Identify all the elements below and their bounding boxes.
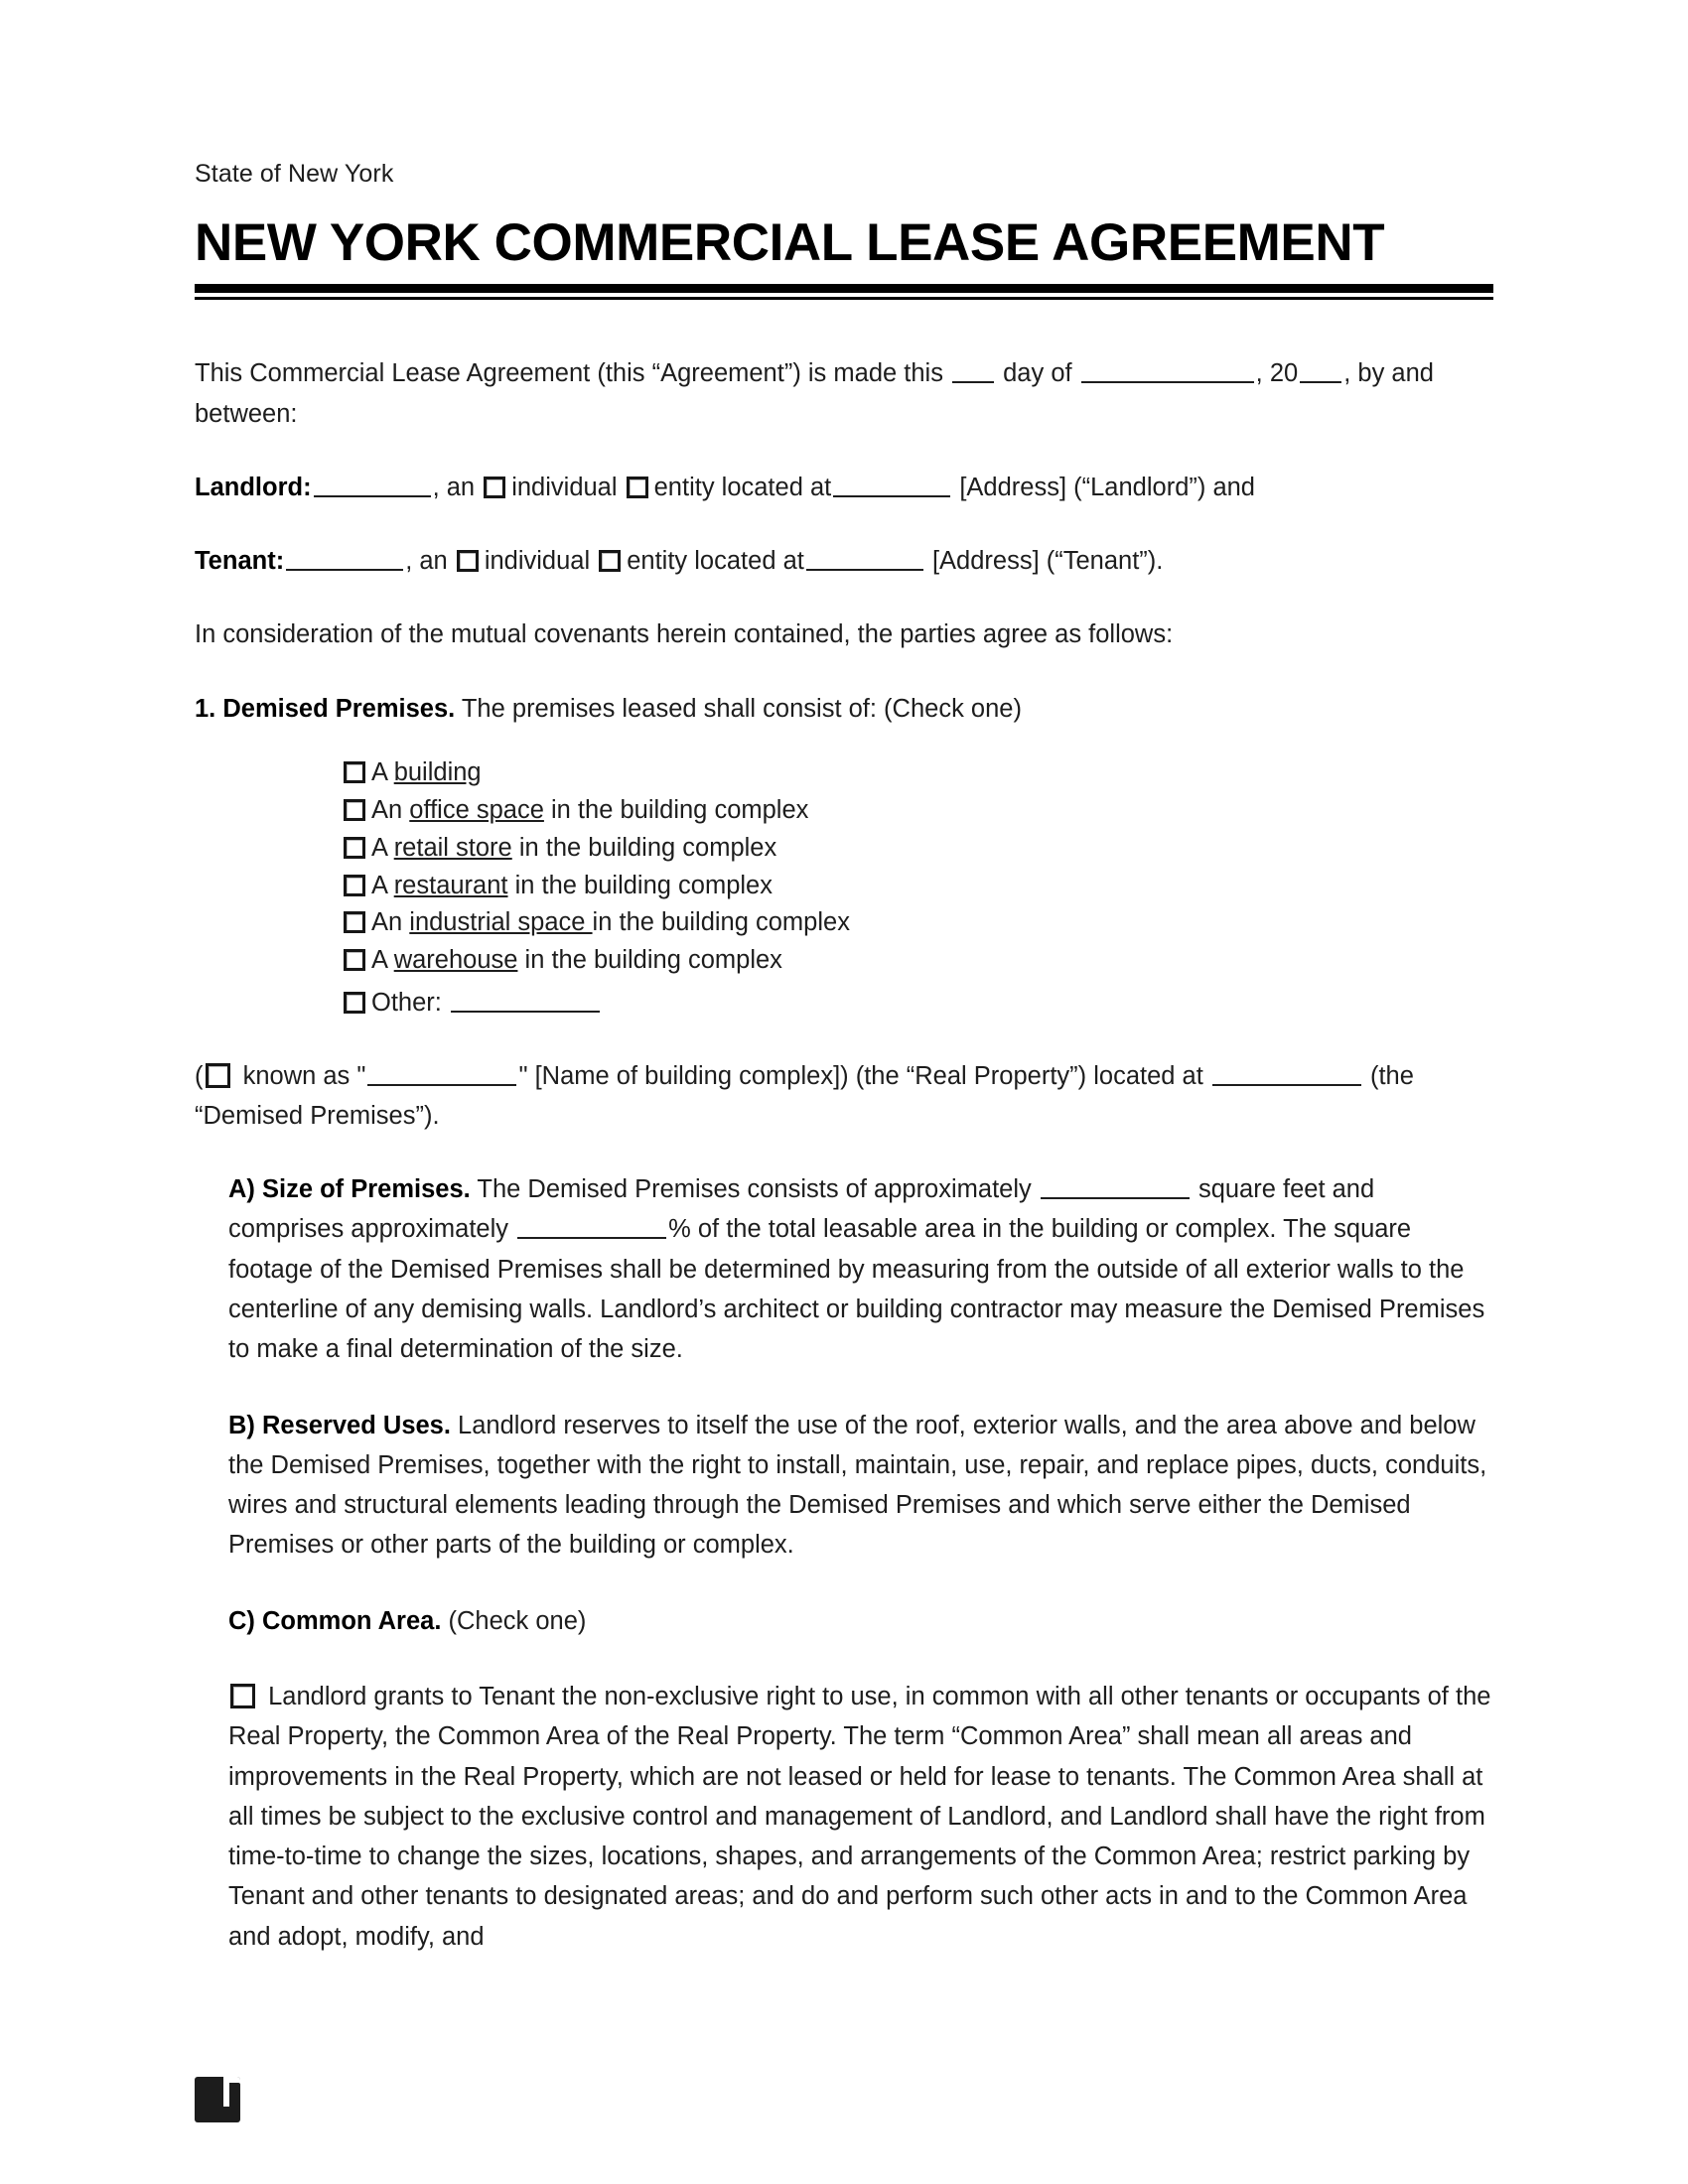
section-1-lead-in: The premises leased shall consist of: (Check one) [455,694,1022,723]
option-restaurant[interactable] [342,872,1493,901]
option-industrial-space-checkbox[interactable] [344,911,365,933]
subsection-c-paragraph [228,1677,1493,1957]
section-1-heading [195,689,1493,729]
landlord-individual-label: individual [511,473,618,501]
building-complex-name-blank[interactable] [367,1057,516,1086]
known-as-open-paren: ( [195,1061,204,1090]
option-restaurant-prefix: A [371,871,394,899]
subsection-a [228,1169,1493,1369]
landlord-entity-checkbox[interactable] [627,477,648,498]
option-building-keyword: building [393,758,482,787]
tenant-address-blank[interactable] [806,542,923,571]
option-other-checkbox[interactable] [344,992,365,1014]
state-line: State of New York [195,160,394,188]
section-1-subsections [195,1169,1493,1957]
tenant-after-name: , an [405,547,455,576]
landlord-entity-label: entity located at [653,473,832,501]
intro-paragraph [195,353,1493,434]
option-office-space[interactable] [342,796,1493,826]
option-restaurant-keyword: restaurant [393,871,508,899]
known-as-text-2: " [Name of building complex]) (the “Real Property”) located at [518,1061,1210,1090]
option-building[interactable] [342,758,1493,788]
option-office-space-prefix: An [371,795,410,824]
option-retail-store-suffix: in the building complex [511,833,777,862]
tenant-entity-label: entity located at [627,547,804,576]
tenant-line [195,541,1493,581]
page-title: NEW YORK COMMERCIAL LEASE AGREEMENT [195,213,1385,273]
option-warehouse[interactable] [342,946,1493,976]
month-blank[interactable] [1081,355,1254,384]
tenant-individual-checkbox[interactable] [457,550,479,572]
tenant-individual-label: individual [484,547,591,576]
divider-thin-bar [195,297,1493,300]
subsection-b [228,1406,1493,1566]
subsection-a-heading: A) Size of Premises. [228,1175,471,1204]
logo-notch-inner [229,2083,240,2107]
subsection-b-heading: B) Reserved Uses. [228,1411,451,1439]
known-as-paragraph [195,1056,1493,1137]
option-other-prefix: Other: [371,988,449,1017]
demised-premises-options [195,758,1493,1019]
logo-glyph [195,2077,240,2122]
year-blank[interactable] [1300,355,1341,384]
subsection-c-text: Landlord grants to Tenant the non-exclusive right to use, in common with all other tenants or occupants of the Real Property, the Common Area of the Real Property. The term “Common Area” shall mean all areas and improvements in the Real Property, which are not leased or held for lease to tenants. The Common Area shall at all times be subject to the exclusive control and management of Landlord, and Landlord shall have the right from time-to-time to change the sizes, locations, shapes, and arrangements of the Common Area; restrict parking by Tenant and other tenants to designated areas; and do and perform such other acts in and to the Common Area and adopt, modify, and [228,1682,1491,1951]
tenant-name-blank[interactable] [286,542,403,571]
option-other[interactable] [342,984,1493,1019]
subsection-a-text-2: square feet and comprises approximately [228,1175,1375,1244]
option-industrial-space-prefix: An [371,908,410,937]
option-office-space-suffix: in the building complex [543,795,809,824]
intro-text-4: , by and between: [195,359,1434,428]
subsection-b-text: Landlord reserves to itself the use of the roof, exterior walls, and the area above and below the Demised Premises, together with the right to install, maintain, use, repair, and replace pipes, ducts, conduits, wires and structural elements leading through the Demised Premises and which serve either the Demised Premises or other parts of the building or complex. [228,1411,1487,1560]
landlord-name-blank[interactable] [314,469,431,497]
landlord-label: Landlord: [195,473,312,501]
landlord-line [195,468,1493,507]
landlord-address-blank[interactable] [833,469,950,497]
option-industrial-space-suffix: in the building complex [592,908,850,937]
consideration-paragraph: In consideration of the mutual covenants herein contained, the parties agree as follows: [195,620,1174,649]
option-office-space-checkbox[interactable] [344,799,365,821]
subsection-c-lead-in: (Check one) [441,1606,587,1635]
common-area-checkbox[interactable] [230,1684,255,1708]
tenant-address-label: [Address] (“Tenant”). [931,547,1164,576]
option-restaurant-suffix: in the building complex [507,871,773,899]
percent-leasable-blank[interactable] [517,1211,666,1240]
option-warehouse-suffix: in the building complex [517,946,782,975]
section-1-title: 1. Demised Premises. [195,694,456,723]
known-as-text-3: (the “Demised Premises”). [195,1061,1414,1130]
landlord-after-name: , an [432,473,483,501]
square-feet-blank[interactable] [1041,1170,1190,1199]
landlord-address-label: [Address] (“Landlord”) and [959,473,1255,501]
divider-thick-bar [195,284,1493,293]
option-industrial-space[interactable] [342,908,1493,938]
option-retail-store-prefix: A [371,833,394,862]
option-restaurant-checkbox[interactable] [344,875,365,896]
known-as-checkbox[interactable] [206,1063,230,1088]
option-retail-store-checkbox[interactable] [344,837,365,859]
option-warehouse-prefix: A [371,946,394,975]
subsection-a-text-3: % of the total leasable area in the building or complex. The square footage of the Demised Premises shall be determined by measuring from the outside of all exterior walls to the centerline of any demising walls. Landlord’s architect or building contractor may measure the Demised Premises to make a final determination of the size. [228,1215,1485,1364]
landlord-individual-checkbox[interactable] [484,477,505,498]
option-warehouse-checkbox[interactable] [344,949,365,971]
day-blank[interactable] [952,355,994,384]
tenant-entity-checkbox[interactable] [599,550,621,572]
option-building-checkbox[interactable] [344,761,365,783]
option-warehouse-keyword: warehouse [393,946,518,975]
subsection-a-text-1: The Demised Premises consists of approximately [470,1175,1039,1204]
option-office-space-keyword: office space [409,795,544,824]
intro-text-3: , 20 [1255,359,1299,388]
known-as-text-1: known as " [235,1061,366,1090]
tenant-label: Tenant: [195,547,285,576]
subsection-c-heading-line [228,1601,1493,1641]
subsection-c-heading: C) Common Area. [228,1606,442,1635]
intro-text-2: day of [996,359,1079,388]
option-retail-store-keyword: retail store [393,833,512,862]
intro-text-1: This Commercial Lease Agreement (this “Agreement”) is made this [195,359,951,388]
option-industrial-space-keyword: industrial space [409,908,593,937]
option-retail-store[interactable] [342,834,1493,864]
title-divider [195,284,1493,300]
option-other-blank[interactable] [451,984,600,1013]
real-property-location-blank[interactable] [1212,1057,1361,1086]
legal-templates-logo-icon [195,2077,240,2122]
option-building-prefix: A [371,758,394,787]
